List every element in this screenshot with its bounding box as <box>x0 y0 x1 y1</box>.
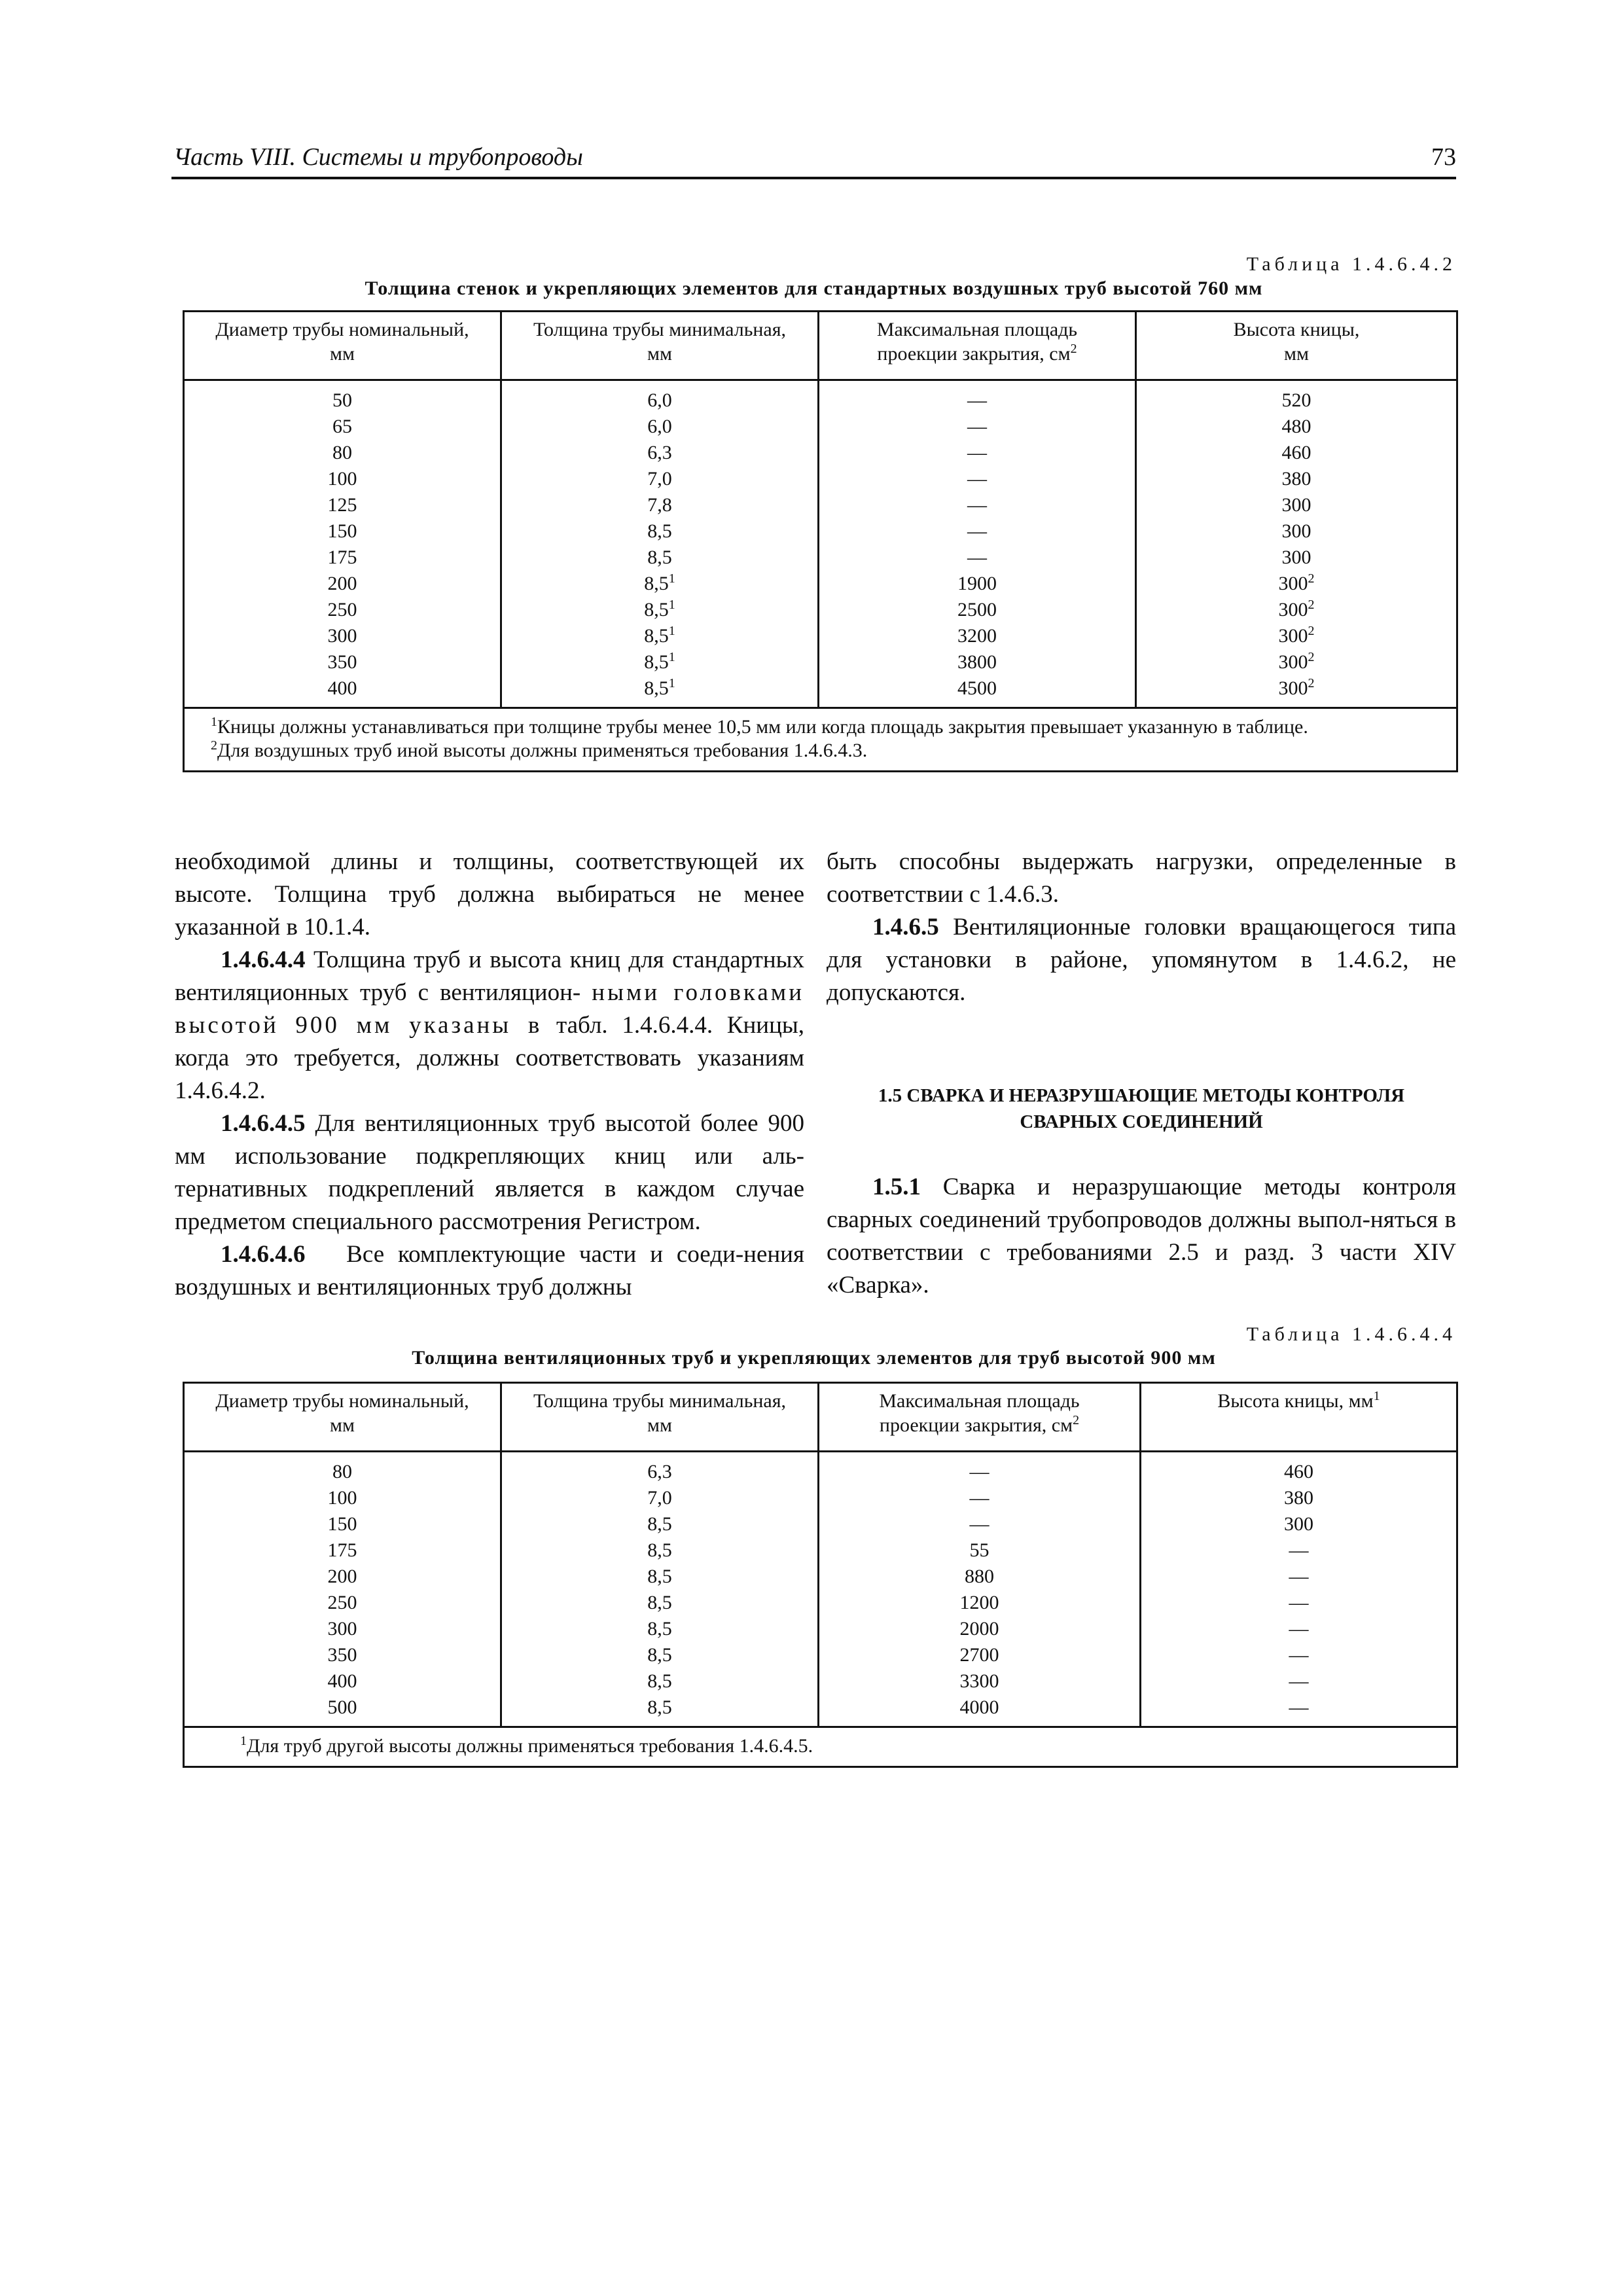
table2-header-diameter: Диаметр трубы номинальный, мм <box>184 1383 501 1452</box>
table-cell: 65 <box>332 416 352 437</box>
table1-area-col <box>819 380 1136 708</box>
table-cell: 100 <box>327 1487 357 1509</box>
table-cell: 4500 <box>957 677 997 699</box>
table-cell: $300^2$ <box>1278 571 1315 594</box>
table-cell: — <box>1289 1644 1309 1666</box>
table-cell: 880 <box>965 1566 994 1587</box>
table-cell: 8,5 <box>647 547 672 568</box>
table-cell: 3200 <box>957 625 997 647</box>
table2-header-area: Максимальная площадь проекции закрытия, $см^2$ <box>819 1383 1141 1452</box>
table-cell: 460 <box>1284 1461 1313 1482</box>
table-cell: 380 <box>1284 1487 1313 1509</box>
table2-height-col <box>1141 1452 1457 1727</box>
table-cell: 8,5 <box>647 1670 672 1692</box>
table-cell: 3300 <box>959 1670 999 1692</box>
table-cell: 1200 <box>959 1592 999 1613</box>
table-cell: — <box>967 547 987 568</box>
table-cell: 300 <box>1281 520 1311 542</box>
table-cell: — <box>967 494 987 516</box>
table-cell: 6,3 <box>647 442 672 463</box>
table1-header-row <box>184 312 1457 380</box>
table-cell: 250 <box>327 1592 357 1613</box>
table-cell: 7,0 <box>647 1487 672 1509</box>
table-cell: 6,0 <box>647 389 672 411</box>
table1-footnote-1: $^1$Кницы должны устанавливаться при толщине трубы менее 10,5 мм или когда площадь закрытия превышает указанную в таблице. <box>211 715 1308 738</box>
table1-header-area: Максимальная площадь проекции закрытия, $см^2$ <box>819 312 1136 380</box>
table1-thickness-col <box>501 380 819 708</box>
table-cell: 1900 <box>957 573 997 594</box>
table-cell: 250 <box>327 599 357 620</box>
table-cell: — <box>1289 1566 1309 1587</box>
table-cell: 520 <box>1281 389 1311 411</box>
table1-title: Толщина стенок и укрепляющих элементов для стандартных воздушных труб высотой 760 мм <box>365 278 1263 299</box>
table-cell: 8,5 <box>647 1539 672 1561</box>
table-cell: 8,5 <box>647 1644 672 1666</box>
table-cell: $8,5^1$ <box>644 650 675 673</box>
table-cell: 100 <box>327 468 357 490</box>
table-cell: — <box>1289 1539 1309 1561</box>
table-cell: 6,3 <box>647 1461 672 1482</box>
table-cell: 500 <box>327 1696 357 1718</box>
table-cell: $300^2$ <box>1278 676 1315 699</box>
table1-notes <box>184 708 1457 772</box>
table-cell: $300^2$ <box>1278 650 1315 673</box>
table-cell: 7,0 <box>647 468 672 490</box>
table-cell: $8,5^1$ <box>644 624 675 647</box>
table-cell: $8,5^1$ <box>644 571 675 594</box>
table-cell: 380 <box>1281 468 1311 490</box>
header-rule <box>171 177 1456 179</box>
table-cell: 2700 <box>959 1644 999 1666</box>
table-cell: — <box>969 1513 990 1535</box>
table2-header-row <box>184 1383 1457 1452</box>
table-cell: 8,5 <box>647 1618 672 1640</box>
table-cell: 6,0 <box>647 416 672 437</box>
table-cell: 2500 <box>957 599 997 620</box>
table-cell: 350 <box>327 651 357 673</box>
paragraph-1-4-6-5: 1.4.6.5 Вентиляционные головки вращающегося типа для установки в районе, упомянутом в 1.4.6.2, не допускаются. <box>827 914 1456 1006</box>
table1 <box>183 310 1458 772</box>
paragraph-1-5-1: 1.5.1 Сварка и неразрушающие методы контроля сварных соединений трубопроводов должны выпол-няться в соответствии с требованиями 2.5 и разд. 3 части XIV «Сварка». <box>827 1174 1456 1299</box>
table-cell: — <box>1289 1592 1309 1613</box>
table-cell: — <box>1289 1618 1309 1640</box>
table-cell: — <box>967 520 987 542</box>
table-cell: 400 <box>327 677 357 699</box>
table2-header-height: Высота кницы, $мм^1$ <box>1141 1383 1457 1452</box>
table-cell: 50 <box>332 389 352 411</box>
table-cell: $300^2$ <box>1278 624 1315 647</box>
table2-diameter-col <box>184 1452 501 1727</box>
table2-thickness-col <box>501 1452 819 1727</box>
table-cell: — <box>967 468 987 490</box>
table2-label: Таблица 1.4.6.4.4 <box>1246 1323 1456 1345</box>
table-cell: 80 <box>332 1461 352 1482</box>
table-cell: 300 <box>327 625 357 647</box>
paragraph-1-4-6-4-5: 1.4.6.4.5 Для вентиляционных труб высотой более 900 мм использование подкрепляющих книц или аль-тернативных подкреплений является в каждом случае предметом специального рассмотрения Регистром. <box>175 1110 805 1235</box>
table-cell: 350 <box>327 1644 357 1666</box>
table2-notes <box>184 1727 1457 1767</box>
table-cell: 300 <box>327 1618 357 1640</box>
table-cell: 3800 <box>957 651 997 673</box>
table-cell: 150 <box>327 520 357 542</box>
table1-label: Таблица 1.4.6.4.2 <box>1246 253 1456 275</box>
table1-body-row <box>184 380 1457 708</box>
page-number: 73 <box>1431 143 1456 171</box>
table1-height-col <box>1136 380 1457 708</box>
paragraph-1-4-6-4-4: 1.4.6.4.4 Толщина труб и высота книц для стандартных вентиляционных труб с вентиляцион- ными головками высотой 900 мм указаны в табл. 1.4.6.4.4. Кницы, когда это требуется, должны соответствовать указаниям 1.4.6.4.2. <box>175 946 804 1104</box>
table-cell: 460 <box>1281 442 1311 463</box>
table1-header-height: Высота кницы, мм <box>1136 312 1457 380</box>
running-title: Часть VIII. Системы и трубопроводы <box>173 143 583 171</box>
table-cell: 175 <box>327 547 357 568</box>
table-cell: 8,5 <box>647 1566 672 1587</box>
table-cell: — <box>969 1487 990 1509</box>
table-cell: 2000 <box>959 1618 999 1640</box>
table-cell: 4000 <box>959 1696 999 1718</box>
table-cell: 8,5 <box>647 1696 672 1718</box>
table-cell: 400 <box>327 1670 357 1692</box>
table1-header-thickness: Толщина трубы минимальная, мм <box>501 312 819 380</box>
table2-footnote-1: $^1$Для труб другой высоты должны применяться требования 1.4.6.4.5. <box>240 1734 813 1757</box>
paragraph-1-4-6-4-6: 1.4.6.4.6 Все комплектующие части и соеди-нения воздушных и вентиляционных труб должны <box>175 1241 805 1300</box>
table-cell: — <box>1289 1696 1309 1718</box>
table2-title: Толщина вентиляционных труб и укрепляющих элементов для труб высотой 900 мм <box>412 1347 1216 1369</box>
table-cell: — <box>967 442 987 463</box>
table2-body-row <box>184 1452 1457 1727</box>
table2-area-col <box>819 1452 1141 1727</box>
table1-footnote-2: $^2$Для воздушных труб иной высоты должны применяться требования 1.4.6.4.3. <box>211 738 868 761</box>
table-cell: 8,5 <box>647 1513 672 1535</box>
table-cell: 300 <box>1284 1513 1313 1535</box>
table-cell: $8,5^1$ <box>644 598 675 620</box>
table-cell: 8,5 <box>647 520 672 542</box>
table1-diameter-col <box>184 380 501 708</box>
table-cell: 125 <box>327 494 357 516</box>
table-cell: 55 <box>969 1539 990 1561</box>
table-cell: 175 <box>327 1539 357 1561</box>
table2 <box>183 1382 1458 1768</box>
section-heading-1-5: 1.5 СВАРКА И НЕРАЗРУШАЮЩИЕ МЕТОДЫ КОНТРОЛЯ СВАРНЫХ СОЕДИНЕНИЙ <box>878 1085 1405 1132</box>
table-cell: 300 <box>1281 494 1311 516</box>
table-cell: — <box>1289 1670 1309 1692</box>
table-cell: 200 <box>327 573 357 594</box>
table1-header-diameter: Диаметр трубы номинальный, мм <box>184 312 501 380</box>
table-cell: — <box>969 1461 990 1482</box>
table-cell: 200 <box>327 1566 357 1587</box>
table-cell: — <box>967 389 987 411</box>
table-cell: 8,5 <box>647 1592 672 1613</box>
table-cell: 300 <box>1281 547 1311 568</box>
table2-header-thickness: Толщина трубы минимальная, мм <box>501 1383 819 1452</box>
right-text-column <box>827 846 1456 1302</box>
table-cell: 480 <box>1281 416 1311 437</box>
table-cell: 80 <box>332 442 352 463</box>
left-text-column <box>175 846 804 1304</box>
table-cell: $300^2$ <box>1278 598 1315 620</box>
table-cell: $8,5^1$ <box>644 676 675 699</box>
table-cell: — <box>967 416 987 437</box>
paragraph: необходимой длины и толщины, соответствующей их высоте. Толщина труб должна выбираться не менее указанной в 10.1.4. <box>175 848 804 941</box>
table-cell: 150 <box>327 1513 357 1535</box>
paragraph: быть способны выдержать нагрузки, определенные в соответствии с 1.4.6.3. <box>827 848 1456 908</box>
table-cell: 7,8 <box>647 494 672 516</box>
